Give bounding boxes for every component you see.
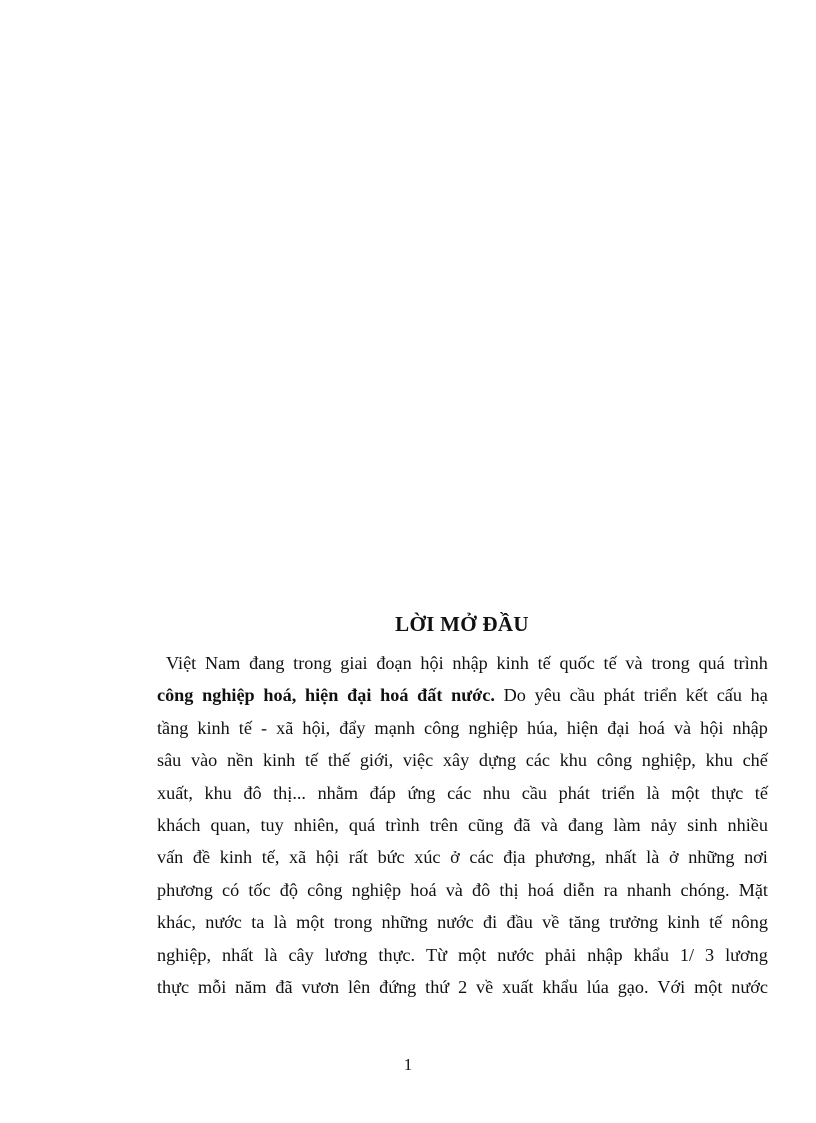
word: đầu: [506, 912, 533, 933]
word: đã: [513, 814, 531, 835]
word: đề: [192, 847, 211, 868]
word: quan,: [210, 814, 251, 835]
word: đẩy: [339, 717, 366, 738]
word: nảy: [650, 814, 678, 835]
word: ở: [450, 847, 460, 868]
word: kinh: [496, 653, 529, 673]
word: nghiệp: [351, 879, 402, 900]
word: Do: [503, 685, 526, 706]
paragraph-line: [157, 841, 768, 873]
word: dựng: [478, 750, 517, 771]
word: khác,: [157, 912, 196, 933]
word: ứng: [407, 782, 436, 803]
word: thực: [711, 782, 744, 803]
word: tế: [305, 750, 319, 771]
word: hoá: [380, 685, 409, 706]
word: và: [625, 653, 643, 673]
word: sâu: [157, 750, 182, 771]
word: một: [694, 976, 723, 997]
word: hội: [420, 653, 444, 673]
word: đang: [249, 653, 285, 673]
word: các: [469, 847, 494, 868]
word: đô: [472, 879, 491, 900]
word: thực.: [378, 944, 416, 965]
word: là: [646, 847, 660, 868]
word: khu: [204, 782, 232, 803]
word: về: [476, 976, 494, 997]
word: đã: [275, 976, 293, 997]
word: đang: [567, 814, 604, 835]
word: trong: [293, 653, 332, 673]
word: nghiệp,: [641, 750, 696, 771]
word: xã: [276, 717, 294, 738]
word: trên: [429, 814, 458, 835]
word: xây: [442, 750, 470, 771]
word: công: [157, 685, 194, 706]
word: 2: [458, 976, 468, 997]
word: cầu: [569, 685, 595, 706]
word: nhập: [452, 653, 488, 673]
paragraph-line: [157, 971, 768, 1003]
word: thực: [157, 976, 190, 997]
page-title: LỜI MỞ ĐẦU: [395, 612, 529, 636]
word: tế: [603, 653, 617, 673]
word: đứng: [379, 976, 417, 997]
word: triển: [601, 782, 635, 803]
word: nơi: [744, 847, 768, 868]
word: công: [424, 717, 460, 738]
word: một: [296, 912, 325, 933]
word: nhằm: [317, 782, 358, 803]
word: nhiều: [727, 814, 768, 835]
word: yêu: [534, 685, 561, 706]
word: ta: [251, 912, 265, 933]
word: Việt: [166, 653, 197, 673]
word: kinh: [667, 912, 700, 933]
paragraph-line: [157, 939, 768, 971]
paragraph-line: [157, 712, 768, 744]
word: nước: [731, 976, 768, 997]
word: đáp: [369, 782, 396, 803]
word: đoạn: [376, 653, 412, 673]
word: tế,: [261, 847, 280, 868]
word: nông: [731, 912, 768, 933]
word: nghiệp: [468, 717, 518, 738]
word: lương: [725, 944, 768, 965]
word: mạnh: [374, 717, 415, 738]
word: phương: [157, 879, 213, 900]
word: nhất: [222, 944, 254, 965]
word: công: [307, 879, 343, 900]
paragraph-line: [157, 906, 768, 938]
word: cũng: [468, 814, 504, 835]
word: 3: [705, 944, 715, 965]
word: đô: [243, 782, 262, 803]
word: hội: [315, 847, 340, 868]
word: đại: [607, 717, 630, 738]
word: lương: [324, 944, 368, 965]
word: nhiên,: [293, 814, 339, 835]
word: hiện: [566, 717, 599, 738]
word: đất: [417, 685, 443, 706]
word: hoá: [410, 879, 437, 900]
word: trình: [733, 653, 768, 673]
word: nhu: [482, 782, 511, 803]
word: khu: [705, 750, 733, 771]
word: Nam: [204, 653, 241, 673]
word: cấu: [716, 685, 742, 706]
word: xúc: [414, 847, 441, 868]
word: địa: [503, 847, 526, 868]
word: công: [596, 750, 633, 771]
word: ở: [668, 847, 679, 868]
word: phát: [558, 782, 590, 803]
word: -: [261, 717, 268, 738]
word: và: [673, 717, 692, 738]
word: diễn: [563, 879, 595, 900]
word: tầng: [157, 717, 189, 738]
word: 1/: [679, 944, 695, 965]
word: việc: [402, 750, 434, 771]
word: xã: [289, 847, 307, 868]
word: thứ: [425, 976, 450, 997]
word: quốc: [559, 653, 595, 673]
word: nền: [226, 750, 254, 771]
word: đi: [483, 912, 498, 933]
word: vươn: [301, 976, 340, 997]
word: tế: [537, 653, 551, 673]
word: triển: [643, 685, 677, 706]
word: khách: [157, 814, 201, 835]
word: nước: [497, 944, 534, 965]
word: tế: [754, 782, 768, 803]
word: nhanh: [626, 879, 672, 900]
paragraph-line: [157, 744, 768, 776]
word: thế: [327, 750, 351, 771]
word: nhập: [587, 944, 623, 965]
word: các: [525, 750, 550, 771]
word: ra: [603, 879, 618, 900]
word: khẩu: [542, 976, 578, 997]
word: làm: [613, 814, 641, 835]
word: những: [688, 847, 735, 868]
word: trong: [333, 912, 373, 933]
word: Từ: [426, 944, 447, 965]
paragraph-line: [157, 809, 768, 841]
word: nhập: [732, 717, 768, 738]
word: những: [381, 912, 428, 933]
word: về: [542, 912, 560, 933]
page-number: 1: [403, 1055, 413, 1074]
word: Mặt: [738, 879, 768, 900]
word: phải: [544, 944, 577, 965]
word: rất: [348, 847, 368, 868]
word: thị...: [273, 782, 306, 803]
word: quá: [698, 653, 725, 673]
word: tế: [709, 912, 723, 933]
word: trong: [651, 653, 690, 673]
word: lên: [348, 976, 371, 997]
word: kinh: [219, 847, 253, 868]
word: thị: [499, 879, 519, 900]
word: có: [222, 879, 240, 900]
word: cầu: [521, 782, 548, 803]
word: vấn: [157, 847, 184, 868]
word: Với: [657, 976, 686, 997]
word: nghiệp,: [157, 944, 212, 965]
word: hoá: [527, 879, 554, 900]
word: kinh: [197, 717, 230, 738]
word: sinh: [687, 814, 718, 835]
paragraph-line: [157, 874, 768, 906]
word: quá: [348, 814, 376, 835]
paragraph-line: [157, 777, 768, 809]
word: giới,: [359, 750, 394, 771]
word: trưởng: [609, 912, 659, 933]
word: tuy: [260, 814, 284, 835]
word: tăng: [568, 912, 600, 933]
word: chóng.: [680, 879, 730, 900]
word: là: [264, 944, 278, 965]
word: xuất: [502, 976, 534, 997]
word: khẩu: [633, 944, 669, 965]
word: bức: [377, 847, 405, 868]
word: húa,: [527, 717, 558, 738]
word: hoá,: [263, 685, 297, 706]
body-paragraph: [157, 647, 768, 1003]
paragraph-line: [157, 679, 768, 711]
word: hiện: [305, 685, 339, 706]
word: và: [540, 814, 558, 835]
word: nước: [205, 912, 242, 933]
word: lúa: [586, 976, 609, 997]
word: tế: [238, 717, 252, 738]
word: phát: [603, 685, 635, 706]
word: trình: [385, 814, 420, 835]
word: là: [273, 912, 287, 933]
word: vào: [190, 750, 218, 771]
word: chế: [742, 750, 768, 771]
word: nhất: [605, 847, 637, 868]
word: giai: [340, 653, 368, 673]
word: độ: [279, 879, 298, 900]
word: các: [447, 782, 472, 803]
word: hội,: [302, 717, 331, 738]
word: khu: [559, 750, 587, 771]
word: mỗi: [197, 976, 227, 997]
word: nghiệp: [202, 685, 255, 706]
word: một: [457, 944, 487, 965]
word: đại: [347, 685, 372, 706]
word: phương,: [535, 847, 596, 868]
word: hoá: [638, 717, 665, 738]
paragraph-line: [157, 647, 768, 679]
word: kết: [685, 685, 708, 706]
word: kinh: [262, 750, 296, 771]
word: hội: [700, 717, 724, 738]
word: là: [646, 782, 660, 803]
word: nước.: [451, 685, 495, 706]
word: hạ: [750, 685, 768, 706]
word: gạo.: [617, 976, 649, 997]
word: một: [671, 782, 700, 803]
word: và: [445, 879, 463, 900]
word: tốc: [248, 879, 271, 900]
word: xuất,: [157, 782, 193, 803]
word: năm: [235, 976, 267, 997]
word: cây: [288, 944, 314, 965]
word: nước: [437, 912, 474, 933]
